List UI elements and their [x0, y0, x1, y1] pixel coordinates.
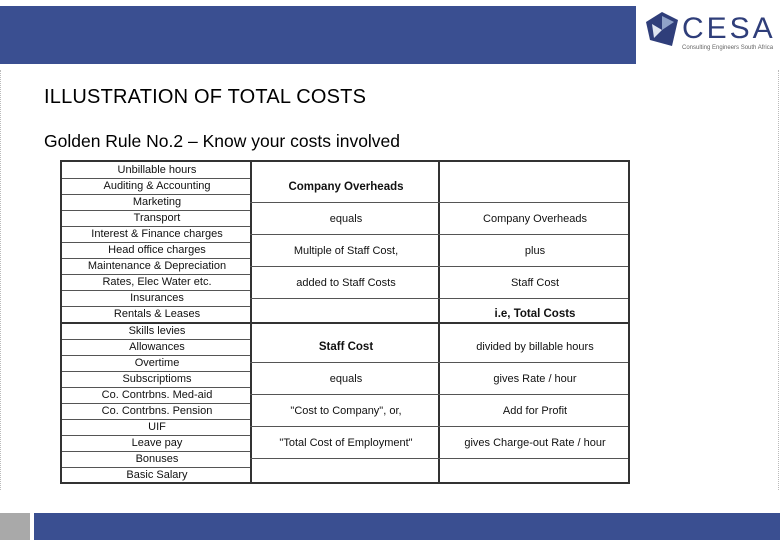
cost-item: Overtime	[134, 357, 180, 369]
explanation-cell: "Cost to Company", or,	[290, 405, 402, 417]
logo-tagline: Consulting Engineers South Africa	[682, 45, 774, 51]
calculation-cell: divided by billable hours	[476, 341, 594, 353]
row-line	[250, 394, 628, 395]
row-line	[250, 234, 628, 235]
cost-item: Leave pay	[131, 437, 183, 449]
explanation-cell: Staff Cost	[318, 341, 374, 353]
calculation-cell: Staff Cost	[510, 277, 560, 289]
cost-item: Allowances	[129, 341, 185, 353]
cesa-logo	[644, 10, 774, 56]
explanation-cell: equals	[329, 213, 363, 225]
calculation-cell: i.e, Total Costs	[494, 308, 576, 320]
cost-item: Rentals & Leases	[113, 308, 201, 320]
cesa-logo-icon	[644, 10, 680, 48]
calculation-cell: plus	[524, 245, 546, 257]
cost-item: Auditing & Accounting	[103, 180, 211, 192]
cost-item: Co. Contrbns. Pension	[101, 405, 213, 417]
row-line	[250, 362, 628, 363]
explanation-cell: Company Overheads	[288, 181, 404, 193]
header-bar	[0, 6, 636, 64]
row-line	[250, 458, 628, 459]
cost-item: Basic Salary	[126, 469, 188, 481]
cost-item: Rates, Elec Water etc.	[102, 276, 212, 288]
cost-item: Interest & Finance charges	[91, 228, 223, 240]
left-edge-divider	[0, 70, 2, 490]
footer-bar	[34, 513, 780, 540]
row-line	[250, 202, 628, 203]
cost-item: Subscriptioms	[122, 373, 192, 385]
cost-item: Head office charges	[108, 244, 206, 256]
cost-item: Insurances	[130, 292, 184, 304]
calculation-cell: gives Charge-out Rate / hour	[464, 437, 606, 449]
calculation-cell: gives Rate / hour	[493, 373, 577, 385]
footer-gray-block	[0, 513, 30, 540]
cost-item: Marketing	[132, 196, 182, 208]
cost-item: Skills levies	[128, 325, 186, 337]
cost-item: Unbillable hours	[117, 164, 197, 176]
row-line	[250, 266, 628, 267]
explanation-cell: equals	[329, 373, 363, 385]
row-line	[250, 298, 628, 299]
costs-table	[60, 160, 630, 484]
explanation-cell: "Total Cost of Employment"	[279, 437, 413, 449]
cost-item: Bonuses	[135, 453, 179, 465]
cost-item: UIF	[148, 421, 166, 433]
calculation-cell: Company Overheads	[483, 213, 587, 225]
cost-item: Transport	[133, 212, 181, 224]
page-subtitle: Golden Rule No.2 – Know your costs involved	[44, 131, 401, 151]
explanation-cell: Multiple of Staff Cost,	[293, 245, 399, 257]
cost-item: Co. Contrbns. Med-aid	[101, 389, 213, 401]
logo-word: CESA	[682, 12, 776, 45]
explanation-cell: added to Staff Costs	[296, 277, 396, 289]
cost-item: Maintenance & Depreciation	[87, 260, 227, 272]
page-title: ILLUSTRATION OF TOTAL COSTS	[44, 86, 367, 108]
calculation-cell: Add for Profit	[502, 405, 568, 417]
row-line	[250, 426, 628, 427]
